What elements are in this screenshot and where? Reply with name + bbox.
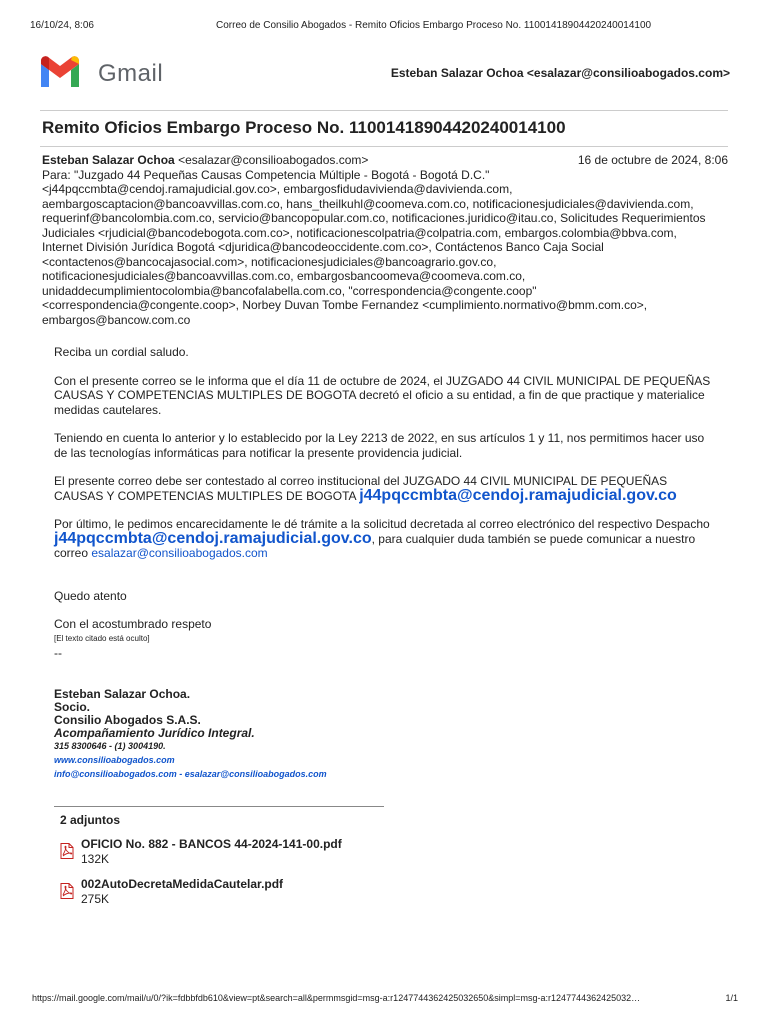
signature-firm: Consilio Abogados S.A.S. bbox=[54, 713, 201, 727]
attachment-name[interactable]: OFICIO No. 882 - BANCOS 44-2024-141-00.pdf bbox=[81, 837, 342, 851]
greeting: Reciba un cordial saludo. bbox=[54, 345, 189, 359]
recipients-line: requerinf@bancolombia.com.co, servicio@bancopopular.com.co, notificaciones.juridico@itau.co, Solicitudes Requerimientos bbox=[42, 211, 706, 225]
recipients-line: Para: "Juzgado 44 Pequeñas Causas Competencia Múltiple - Bogotá - Bogotá D.C." bbox=[42, 167, 490, 182]
message-subject: Remito Oficios Embargo Proceso No. 11001418904420240014100 bbox=[42, 118, 566, 137]
print-title: Correo de Consilio Abogados - Remito Oficios Embargo Proceso No. 11001418904420240014100 bbox=[216, 20, 652, 31]
recipients-line: unidaddecumplimientocolombia@bancofalabella.com.co, "correspondencia@congente.coop" bbox=[42, 283, 537, 298]
paragraph-3 bbox=[54, 474, 714, 503]
signature-tagline: Acompañamiento Jurídico Integral. bbox=[54, 726, 255, 740]
print-header bbox=[30, 20, 728, 34]
signature-role: Socio. bbox=[54, 700, 91, 714]
sender-email: <esalazar@consilioabogados.com> bbox=[178, 153, 369, 167]
regards: Con el acostumbrado respeto bbox=[54, 617, 212, 631]
paragraph-2: Teniendo en cuenta lo anterior y lo establecido por la Ley 2213 de 2022, en sus artículos 1 y 11, nos permitimos hacer uso de las tecnologías informáticas para notificar la presente providencia judicial. bbox=[54, 431, 705, 460]
sender-name: Esteban Salazar Ochoa bbox=[42, 153, 175, 167]
paragraph-1: Con el presente correo se le informa que el día 11 de octubre de 2024, el JUZGADO 44 CIVIL MUNICIPAL DE PEQUEÑAS CAUSAS Y COMPETENCIAS MULTIPLES DE BOGOTA decretó el oficio a su entidad, a fin de que practique y materialice medidas cautelares. bbox=[54, 373, 711, 417]
court-email-link[interactable]: j44pqccmbta@cendoj.ramajudicial.gov.co bbox=[359, 486, 677, 504]
gmail-logo-icon bbox=[38, 56, 82, 90]
signature bbox=[54, 688, 327, 781]
quoted-text-toggle[interactable]: [El texto citado está oculto] bbox=[54, 633, 150, 643]
print-page-number: 1/1 bbox=[725, 993, 738, 1003]
attachment-size: 275K bbox=[81, 892, 110, 906]
divider bbox=[40, 146, 728, 147]
recipients-line: Internet División Jurídica Bogotá <djuridica@bancodeoccidente.com.co>, Contáctenos Banco Caja Social bbox=[42, 240, 604, 254]
recipients-line: Judiciales <rjudicial@bancodebogota.com.co>, notificacionescolpatria@colpatria.com, embargos.colombia@bbva.com, bbox=[42, 225, 677, 240]
attachment-name[interactable]: 002AutoDecretaMedidaCautelar.pdf bbox=[81, 877, 284, 891]
signature-phones: 315 8300646 - (1) 3004190. bbox=[54, 741, 166, 751]
signature-emails-link[interactable]: info@consilioabogados.com - esalazar@consilioabogados.com bbox=[54, 769, 327, 779]
attachment-size: 132K bbox=[81, 852, 110, 866]
divider bbox=[40, 110, 728, 111]
print-url: https://mail.google.com/mail/u/0/?ik=fdbbfdb610&view=pt&search=all&permmsgid=msg-a:r1247744362425032650&simpl=msg-a:r1247744362425032… bbox=[32, 993, 641, 1003]
recipients-line: embargos@bancow.com.co bbox=[42, 312, 191, 327]
recipients-line: <correspondencia@congente.coop>, Norbey Duvan Tombe Fernandez <cumplimiento.normativo@bmm.com.co>, bbox=[42, 298, 648, 312]
recipients bbox=[42, 168, 726, 328]
pdf-icon bbox=[60, 843, 74, 859]
attachments-divider bbox=[54, 806, 384, 807]
paragraph-3-text: El presente correo debe ser contestado al correo institucional del JUZGADO 44 CIVIL MUNICIPAL DE PEQUEÑAS CAUSAS Y COMPETENCIAS MULTIPLES DE BOGOTA bbox=[54, 474, 668, 503]
recipients-line: <j44pqccmbta@cendoj.ramajudicial.gov.co>, embargosfidudavivienda@davivienda.com, bbox=[42, 182, 513, 196]
recipients-line: aembargoscaptacion@bancoavvillas.com.co, hans_theilkuhl@coomeva.com.co, notificacionesjudiciales@davivienda.com, bbox=[42, 196, 694, 211]
pdf-icon bbox=[60, 883, 74, 899]
message-header bbox=[42, 153, 730, 327]
message-body bbox=[54, 345, 714, 661]
contact-email-link[interactable]: esalazar@consilioabogados.com bbox=[91, 546, 268, 560]
signature-separator: -- bbox=[54, 646, 62, 660]
account-label: Esteban Salazar Ochoa <esalazar@consilioabogados.com> bbox=[390, 66, 730, 80]
paragraph-4-text: Por último, le pedimos encarecidamente le dé trámite a la solicitud decretada al correo electrónico del respectivo Despacho bbox=[54, 517, 710, 531]
recipients-line: <contactenos@bancocajasocial.com>, notificacionesjudiciales@bancoagrario.gov.co, bbox=[42, 254, 497, 269]
signature-website-link[interactable]: www.consilioabogados.com bbox=[54, 755, 175, 765]
attachments-title: 2 adjuntos bbox=[60, 813, 121, 827]
gmail-header bbox=[38, 52, 730, 96]
print-date: 16/10/24, 8:06 bbox=[30, 20, 94, 31]
signature-name: Esteban Salazar Ochoa. bbox=[54, 687, 191, 701]
gmail-brand: Gmail bbox=[98, 60, 164, 87]
paragraph-4 bbox=[54, 517, 714, 561]
recipients-line: notificacionesjudiciales@bancoavvillas.com.co, embargosbancoomeva@coomeva.com.co, bbox=[42, 269, 526, 283]
court-email-link[interactable]: j44pqccmbta@cendoj.ramajudicial.gov.co bbox=[54, 529, 372, 547]
paragraph-4-text: , para cualquier duda también se puede comunicar a nuestro correo bbox=[54, 531, 696, 560]
closing: Quedo atento bbox=[54, 588, 127, 603]
message-date: 16 de octubre de 2024, 8:06 bbox=[577, 153, 728, 167]
